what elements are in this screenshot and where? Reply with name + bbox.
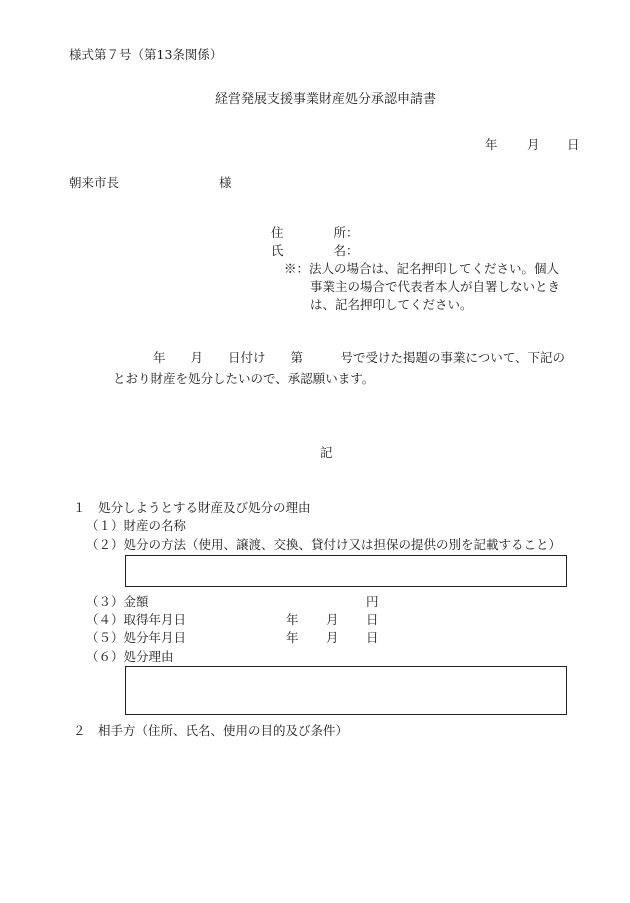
item-disposal-date: （５）処分年月日	[86, 630, 187, 645]
item-acquired-date: （４）取得年月日	[86, 612, 187, 627]
item-asset-name: （１）財産の名称	[86, 518, 187, 533]
addressee-name: 朝来市長	[69, 175, 120, 190]
item-disposal-reason: （６）処分理由	[86, 649, 174, 664]
disposal-reason-box[interactable]	[125, 666, 567, 715]
ki-heading: 記	[320, 445, 333, 460]
applicant-address-label: 住 所：	[271, 225, 359, 240]
applicant-note-line-2: 事業主の場合で代表者本人が自署しないとき	[310, 279, 561, 294]
document-title: 経営発展支援事業財産処分承認申請書	[215, 92, 437, 107]
applicant-note-line-3: は、記名押印してください。	[310, 297, 473, 312]
amount-unit: 円	[366, 594, 379, 609]
section-1-heading: １ 処分しようとする財産及び処分の理由	[73, 500, 311, 515]
request-body-line-2: とおり財産を処分したいので、承認願います。	[113, 371, 375, 386]
date-month-label: 月	[527, 137, 540, 152]
applicant-note-line-1: ※：法人の場合は、記名押印してください。個人	[284, 261, 560, 276]
acquired-month-label: 月	[326, 612, 339, 627]
item-disposal-method: （２）処分の方法（使用、譲渡、交換、貸付け又は担保の提供の別を記載すること）	[86, 537, 562, 552]
request-body-line-1: 年 月 日付け 第 号で受けた掲題の事業について、下記の	[153, 350, 566, 365]
disposal-year-label: 年	[286, 630, 299, 645]
date-day-label: 日	[567, 137, 580, 152]
form-number: 様式第７号（第13条関係）	[69, 47, 223, 62]
disposal-month-label: 月	[326, 630, 339, 645]
acquired-year-label: 年	[286, 612, 299, 627]
applicant-name-label: 氏 名：	[271, 243, 359, 258]
disposal-method-box[interactable]	[125, 555, 567, 587]
acquired-day-label: 日	[366, 612, 379, 627]
item-amount: （３）金額	[86, 594, 149, 609]
addressee-honorific: 様	[219, 175, 232, 190]
disposal-day-label: 日	[366, 630, 379, 645]
date-year-label: 年	[485, 137, 498, 152]
section-2-heading: ２ 相手方（住所、氏名、使用の目的及び条件）	[73, 723, 349, 738]
